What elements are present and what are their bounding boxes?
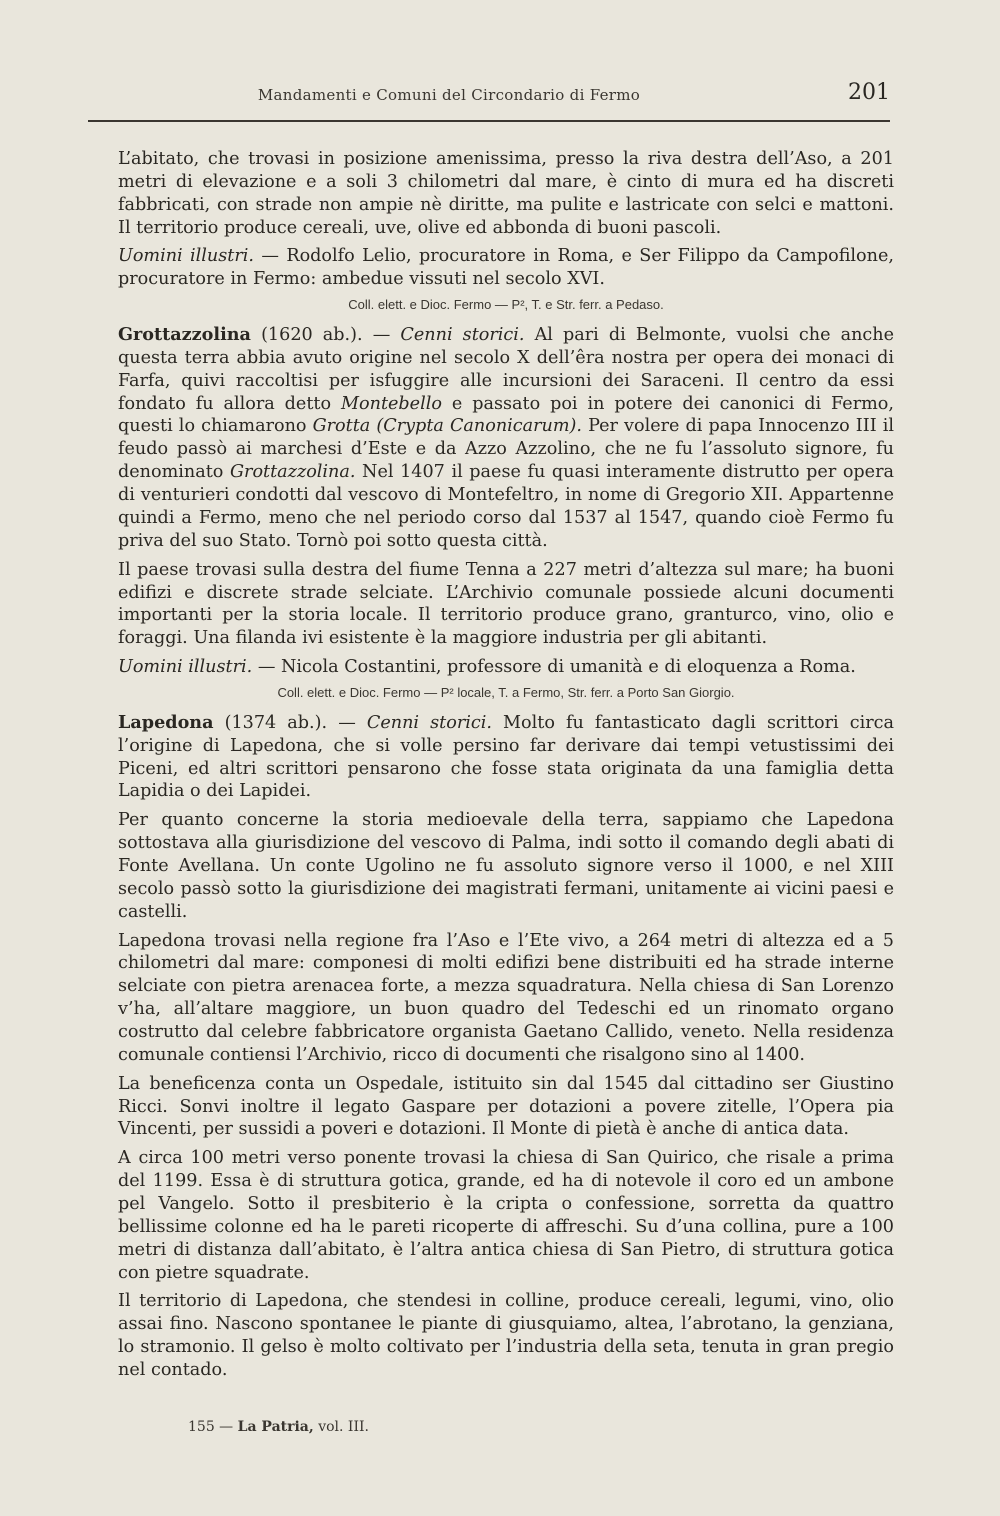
entry-lapedona: Lapedona (1374 ab.). — Cenni storici. Molto fu fantasticato dagli scrittori circa l’origine di Lapedona, che si volle persino far derivare dai tempi vetustissimi dei Piceni, ed altri scrittori pensarono che fosse stata originata da una famiglia detta Lapidia o dei Lapidei. [118,711,895,802]
entry-grottazzolina: Grottazzolina (1620 ab.). — Cenni storici. Al pari di Belmonte, vuolsi che anche questa terra abbia avuto origine nel secolo X dell’êra nostra per opera dei monaci di Farfa, quivi raccoltisi per isfuggire alle incursioni dei Saraceni. Il centro da essi fondato fu allora detto Montebello e passato poi in potere dei canonici di Fermo, questi lo chiamarono Grotta (Crypta Canonicarum). Per volere di papa Innocenzo III il feudo passò ai marchesi d’Este e da Azzo Azzolino, che ne fu l’assoluto signore, fu denominato Grottazzolina. Nel 1407 il paese fu quasi interamente distrutto per opera di venturieri condotti dal vescovo di Montefeltro, in nome di Gregorio XII. Appartenne quindi a Fermo, meno che nel periodo corso dal 1537 al 1547, quando cioè Fermo fu priva del suo Stato. Tornò poi sotto questa città. [118,324,895,551]
page-header [88,78,890,118]
collegio-note: Coll. elett. e Dioc. Fermo — P², T. e Str. ferr. a Pedaso. [348,297,664,313]
page-number: 201 [848,80,890,105]
running-title: Mandamenti e Comuni del Circondario di Fermo [257,86,641,104]
publication-title: La Patria, [237,1419,314,1435]
paragraph: La beneficenza conta un Ospedale, istituito sin dal 1545 dal cittadino ser Giustino Ricci. Sonvi inoltre il legato Gaspare per dotazioni a povere zitelle, l’Opera pia Vincenti, per sussidi a poveri e dotazioni. Il Monte di pietà è anche di antica data. [118,1073,894,1140]
uomini-illustri-label: Uomini illustri. [118,657,253,678]
paragraph: Lapedona trovasi nella regione fra l’Aso e l’Ete vivo, a 264 metri di altezza ed a 5 chilometri dal mare: componesi di molti edifizi bene distribuiti ed ha strade interne selciate con pietra arenacea forte, a mezza squadratura. Nella chiesa di San Lorenzo v’ha, all’altare maggiore, un buon quadro del Tedeschi ed un rinomato organo costrutto dal celebre fabbricatore organista Gaetano Callido, veneto. Nella residenza comunale contiensi l’Archivio, ricco di documenti che risalgono sino al 1400. [118,930,894,1065]
sheet-number: 155 — [188,1419,238,1435]
paragraph: L’abitato, che trovasi in posizione amenissima, presso la riva destra dell’Aso, a 201 metri di elevazione e a soli 3 chilometri dal mare, è cinto di mura ed ha discreti fabbricati, con strade non ampie nè diritte, ma pulite e lastricate con selci e mattoni. Il territorio produce cereali, uve, olive ed abbonda di buoni pascoli. [118,149,894,238]
volume-label: vol. III. [313,1419,369,1435]
paragraph: A circa 100 metri verso ponente trovasi la chiesa di San Quirico, che risale a prima del 1199. Essa è di struttura gotica, grande, ed ha di notevole il coro ed un ambone pel Vangelo. Sotto il presbiterio è la cripta o confessione, sorretta da quattro bellissime colonne ed ha le pareti ricoperte di affreschi. Su d’una collina, pure a 100 metri di distanza dall’abitato, è l’altra antica chiesa di San Pietro, di struttura gotica con pietre squadrate. [118,1148,894,1283]
paragraph: Per quanto concerne la storia medioevale della terra, sappiamo che Lapedona sottostava alla giurisdizione del vescovo di Palma, indi sotto il comando degli abati di Fonte Avellana. Un conte Ugolino ne fu assoluto signore verso il 1000, e nel XIII secolo passò sotto la giurisdizione dei magistrati fermani, unitamente ai vicini paesi e castelli. [118,810,894,922]
header-rule [88,120,890,122]
collegio-note: Coll. elett. e Dioc. Fermo — P² locale, T. a Fermo, Str. ferr. a Porto San Giorgio. [277,684,735,700]
paragraph: Uomini illustri. — Nicola Costantini, professore di umanità e di eloquenza a Roma. [118,657,856,678]
paragraph: Il territorio di Lapedona, che stendesi in colline, produce cereali, legumi, vino, olio assai fino. Nascono spontanee le piante di giusquiamo, altea, l’abrotano, la genziana, lo stramonio. Il gelso è molto coltivato per l’industria della seta, tenuta in gran pregio nel contado. [118,1291,894,1381]
paragraph: Il paese trovasi sulla destra del fiume Tenna a 227 metri d’altezza sul mare; ha buoni edifizi e discrete strade selciate. L’Archivio comunale possiede alcuni documenti importanti per la storia locale. Il territorio produce grano, granturco, vino, olio e foraggi. Una filanda ivi esistente è la maggiore industria per gli abitanti. [118,559,894,649]
uomini-illustri-label: Uomini illustri. [118,246,254,267]
paragraph: Uomini illustri. — Rodolfo Lelio, procuratore in Roma, e Ser Filippo da Campofilone, procuratore in Fermo: ambedue vissuti nel secolo XVI. [118,246,894,290]
entry-name: Grottazzolina [118,324,251,346]
signature-footer [188,1419,369,1435]
body-text [118,148,894,1388]
entry-name: Lapedona [118,711,214,733]
